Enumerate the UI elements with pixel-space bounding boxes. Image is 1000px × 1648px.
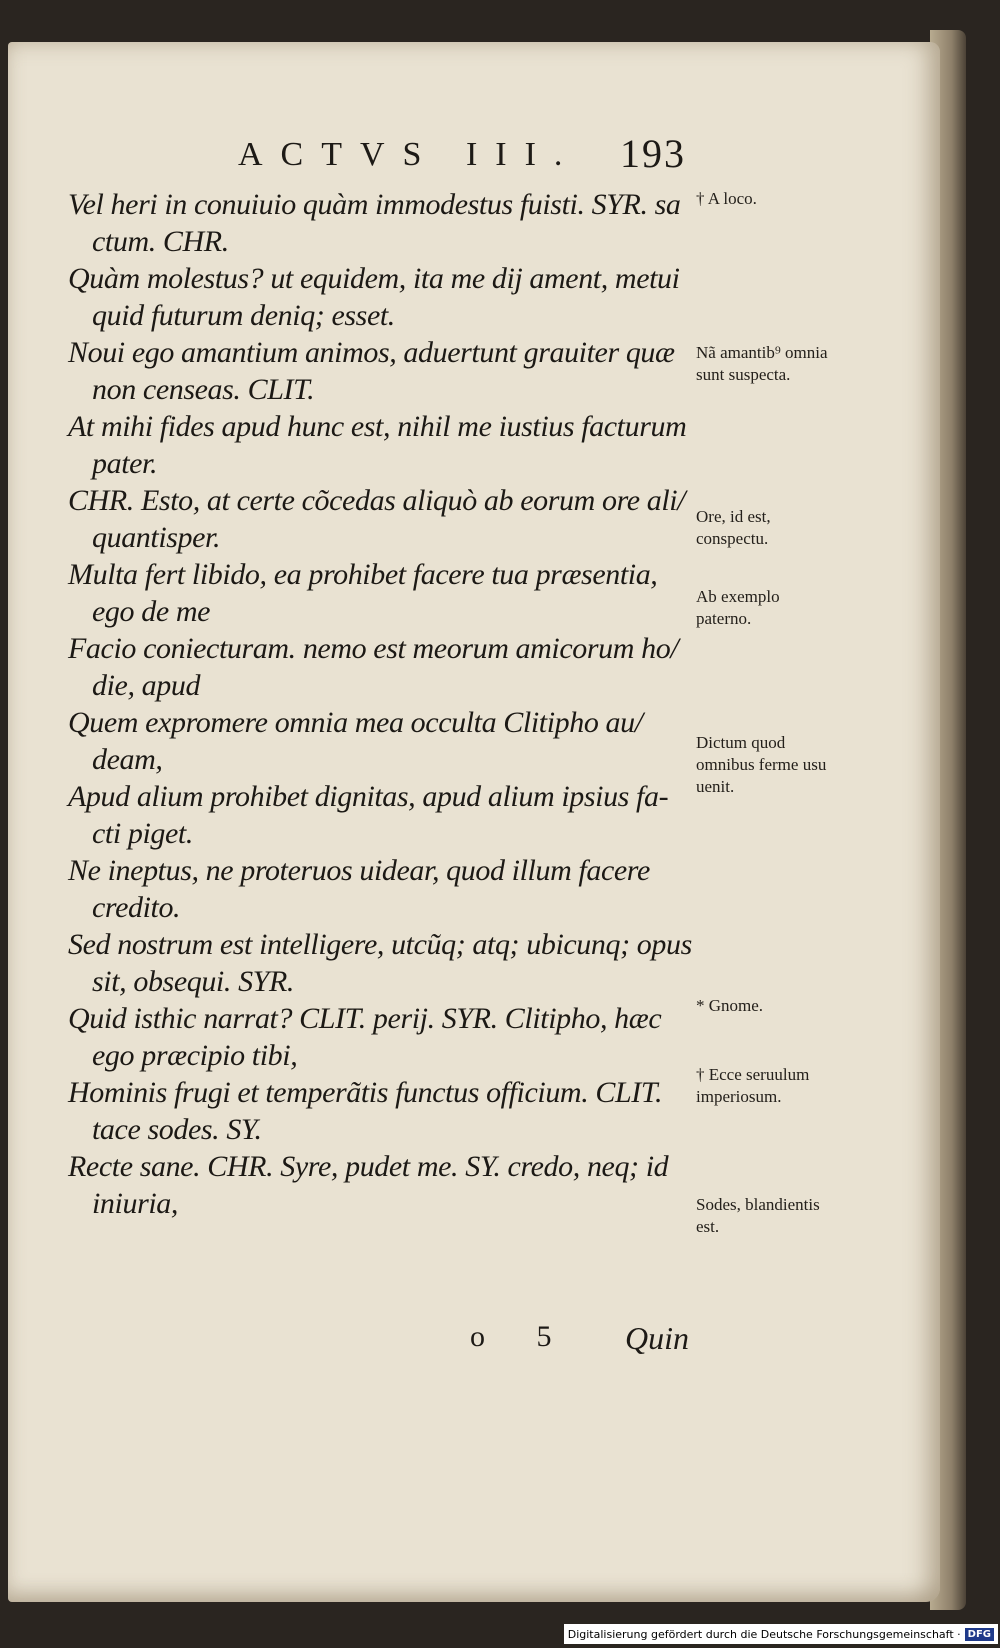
page-footer xyxy=(0,1320,940,1370)
text-line: Recte sane. CHR. Syre, pudet me. SY. credo, neq; id xyxy=(68,1150,669,1183)
running-title: ACTVS III. xyxy=(238,136,581,173)
text-line: sit, obsequi. SYR. xyxy=(92,965,294,998)
text-line: Noui ego amantium animos, aduertunt grauiter quæ xyxy=(68,336,675,369)
text-line: Quem expromere omnia mea occulta Clitipho au/ xyxy=(68,706,643,739)
text-line: Hominis frugi et temperãtis functus officium. CLIT. xyxy=(68,1076,663,1109)
text-line: ego præcipio tibi, xyxy=(92,1039,298,1072)
text-line: quid futurum deniq; esset. xyxy=(92,299,395,332)
text-line: Ne ineptus, ne proteruos uidear, quod illum facere xyxy=(68,854,650,887)
marginal-note: Sodes, blandientis est. xyxy=(696,1195,820,1236)
text-line: ctum. CHR. xyxy=(92,225,229,258)
dfg-logo: DFG xyxy=(965,1628,994,1641)
marginal-note: † A loco. xyxy=(696,189,757,208)
page-number: 193 xyxy=(620,131,686,176)
marginal-note: Ore, id est, conspectu. xyxy=(696,507,771,548)
text-line: Quàm molestus? ut equidem, ita me dij ament, metui xyxy=(68,262,680,295)
marginal-note: Nã amantib⁹ omnia sunt suspecta. xyxy=(696,343,828,384)
page-header xyxy=(0,130,940,180)
marginal-note: * Gnome. xyxy=(696,996,764,1015)
text-line: CHR. Esto, at certe cõcedas aliquò ab eorum ore ali/ xyxy=(68,484,686,517)
marginal-note: Ab exemplo paterno. xyxy=(696,587,780,628)
text-line: Multa fert libido, ea prohibet facere tua præsentia, xyxy=(68,558,658,591)
text-line: die, apud xyxy=(92,669,201,702)
text-line: quantisper. xyxy=(92,521,221,554)
text-line: iniuria, xyxy=(92,1187,178,1220)
text-line: pater. xyxy=(92,447,158,480)
text-line: At mihi fides apud hunc est, nihil me iustius facturum xyxy=(68,410,687,443)
text-line: non censeas. CLIT. xyxy=(92,373,315,406)
marginal-note: † Ecce seruulum imperiosum. xyxy=(696,1065,810,1106)
text-line: credito. xyxy=(92,891,181,924)
text-line: cti piget. xyxy=(92,817,193,850)
signature-mark: o 5 xyxy=(470,1320,574,1353)
text-line: Facio coniecturam. nemo est meorum amicorum ho/ xyxy=(68,632,679,665)
text-line: tace sodes. SY. xyxy=(92,1113,262,1146)
credit-text: Digitalisierung gefördert durch die Deutsche Forschungsgemeinschaft · xyxy=(567,1627,961,1641)
digitization-credit xyxy=(564,1624,998,1644)
text-line: Apud alium prohibet dignitas, apud alium ipsius fa- xyxy=(68,780,669,813)
text-line: Quid isthic narrat? CLIT. perij. SYR. Clitipho, hæc xyxy=(68,1002,662,1035)
text-line: ego de me xyxy=(92,595,211,628)
text-line: Sed nostrum est intelligere, utcũq; atq; ubicunq; opus xyxy=(68,928,692,961)
marginal-note: Dictum quod omnibus ferme usu uenit. xyxy=(696,733,827,796)
catchword: Quin xyxy=(625,1320,689,1356)
text-line: deam, xyxy=(92,743,163,776)
text-line: Vel heri in conuiuio quàm immodestus fuisti. SYR. sa xyxy=(68,188,681,221)
